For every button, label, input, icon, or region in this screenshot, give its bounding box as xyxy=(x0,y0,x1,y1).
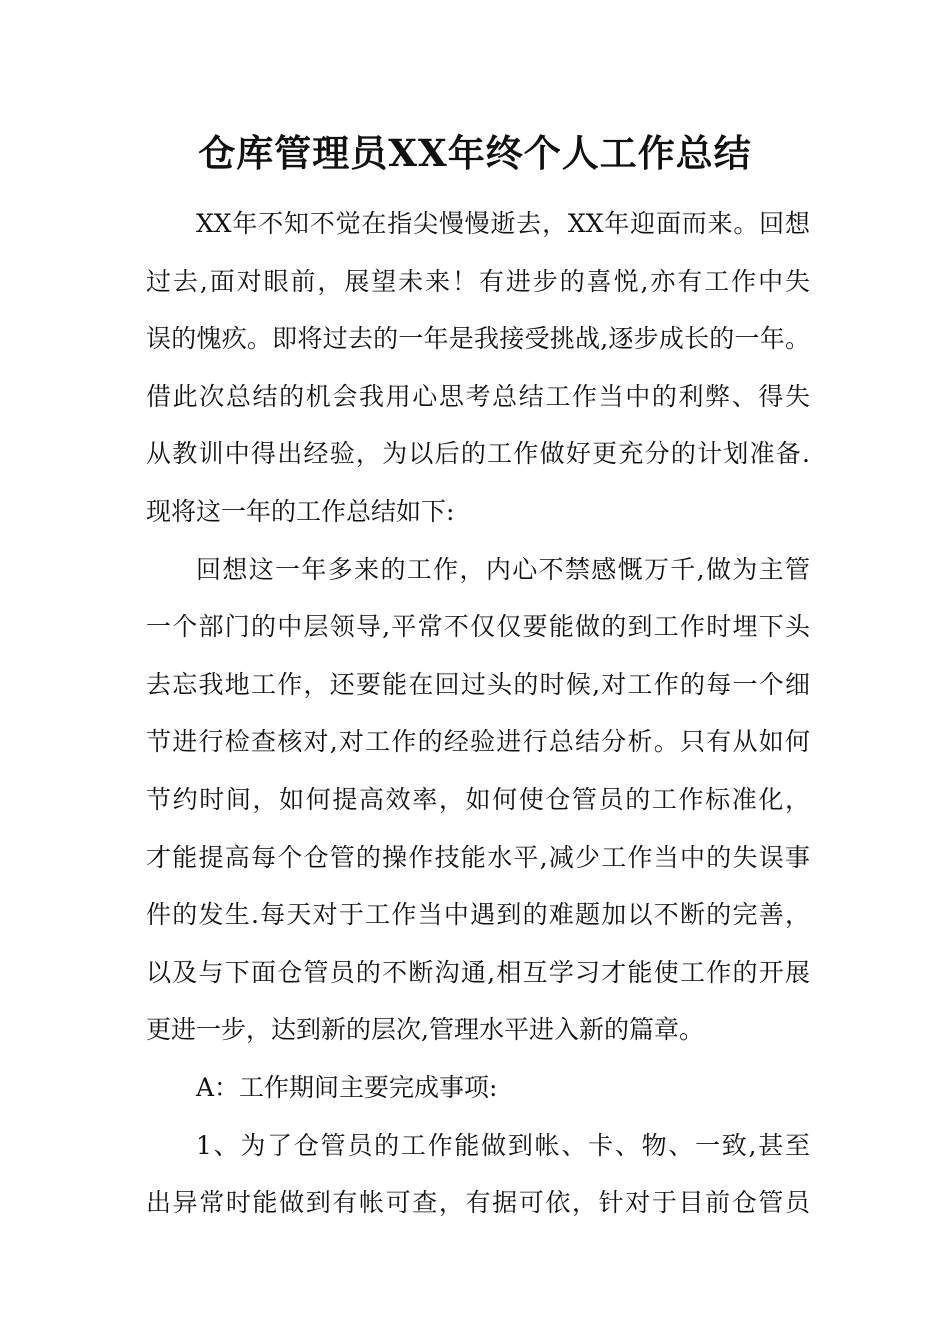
paragraph-line: 节进行检查核对,对工作的经验进行总结分析。只有从如何 xyxy=(146,727,810,757)
paragraph-line: 件的发生.每天对于工作当中遇到的难题加以不断的完善， xyxy=(146,900,810,930)
paragraph-line: 现将这一年的工作总结如下: xyxy=(146,496,455,526)
paragraph-line: 出异常时能做到有帐可查，有据可依，针对于目前仓管员 xyxy=(146,1188,810,1218)
paragraph-line: 过去,面对眼前，展望未来！有进步的喜悦,亦有工作中失 xyxy=(146,266,810,296)
paragraph-line: 回想这一年多来的工作，内心不禁感慨万千,做为主管 xyxy=(196,554,810,584)
paragraph-line: 从教训中得出经验，为以后的工作做好更充分的计划准备. xyxy=(146,439,810,469)
paragraph-line: 一个部门的中层领导,平常不仅仅要能做的到工作时埋下头 xyxy=(146,612,810,642)
paragraph-line: 以及与下面仓管员的不断沟通,相互学习才能使工作的开展 xyxy=(146,957,810,987)
document-body xyxy=(146,195,810,1232)
paragraph-line: XX年不知不觉在指尖慢慢逝去，XX年迎面而来。回想 xyxy=(196,209,810,238)
paragraph-line: 更进一步，达到新的层次,管理水平进入新的篇章。 xyxy=(146,1015,704,1045)
paragraph-line: 节约时间，如何提高效率，如何使仓管员的工作标准化， xyxy=(146,784,810,814)
paragraph-line: 1、为了仓管员的工作能做到帐、卡、物、一致,甚至 xyxy=(196,1130,810,1160)
paragraph-line: 去忘我地工作，还要能在回过头的时候,对工作的每一个细 xyxy=(146,669,810,699)
section-heading: A：工作期间主要完成事项: xyxy=(196,1072,498,1102)
paragraph-line: 误的愧疚。即将过去的一年是我接受挑战,逐步成长的一年。 xyxy=(146,324,810,354)
document-title: 仓库管理员XX年终个人工作总结 xyxy=(198,131,752,175)
paragraph-line: 借此次总结的机会我用心思考总结工作当中的利弊、得失 xyxy=(146,381,810,411)
paragraph-line: 才能提高每个仓管的操作技能水平,减少工作当中的失误事 xyxy=(146,842,810,872)
